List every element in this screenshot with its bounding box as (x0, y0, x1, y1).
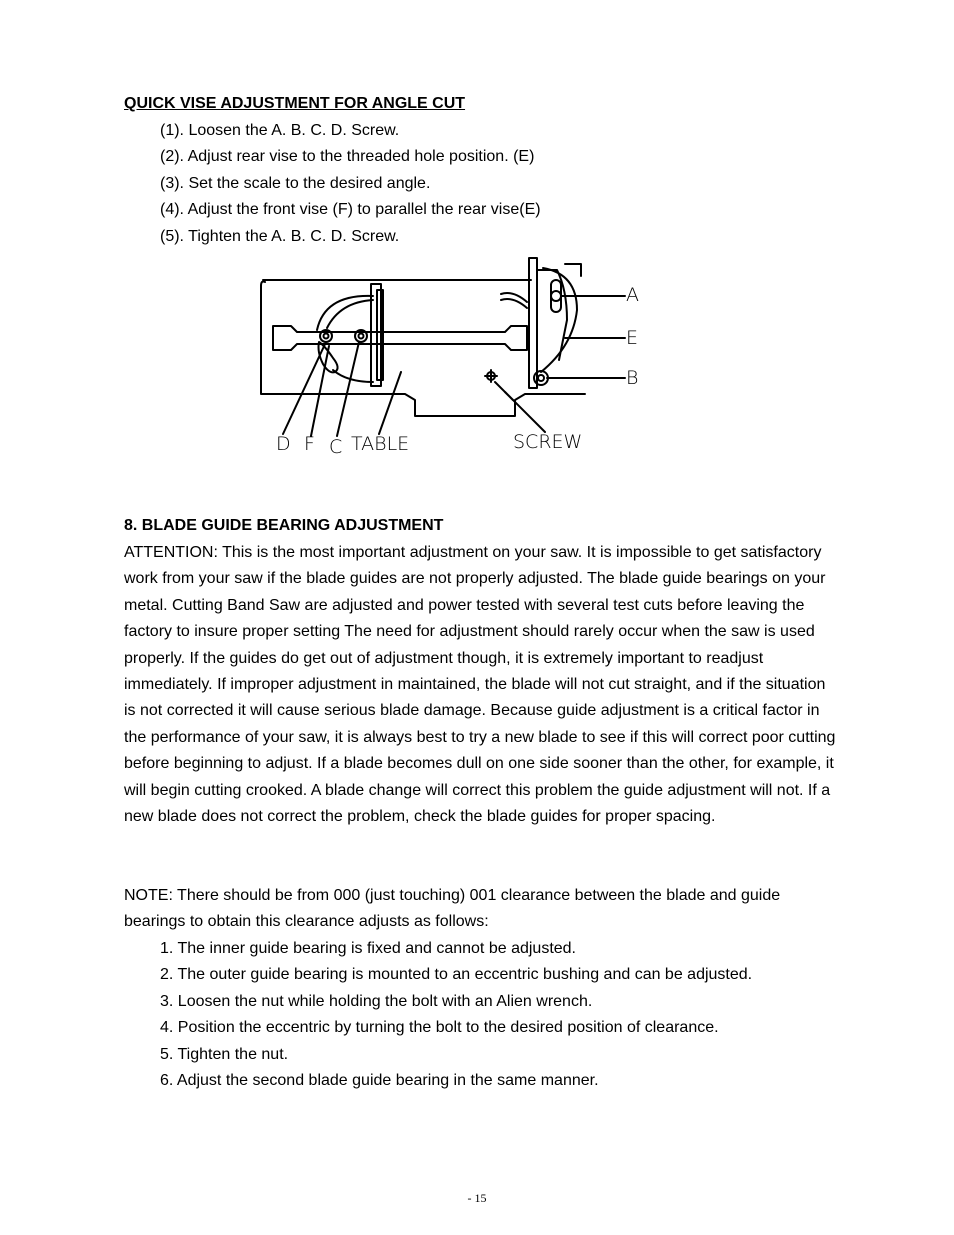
label-a: A (626, 284, 639, 306)
leader-c (337, 342, 359, 436)
label-e: E (626, 327, 639, 349)
blade-guide-steps (160, 936, 752, 1094)
label-screw: SCREW (513, 431, 583, 453)
attention-paragraph: ATTENTION: This is the most important adjustment on your saw. It is impossible to get satisfactory work from your saw if the blade guides are not properly adjusted. The blade guide bearings on your metal. Cutting Band Saw are adjusted and power tested with several test cuts before leaving the factory to insure proper setting The need for adjustment should rarely occur when the saw is used properly. If the guides do get out of adjustment though, it is extremely important to readjust immediately. If improper adjustment in maintained, the blade will not cut straight, and if the situation is not corrected it will cause serious blade damage. Because guide adjustment is a critical factor in the performance of your saw, it is always best to try a new blade to see if this will correct poor cutting before beginning to adjust. If a blade becomes dull on one side sooner than the other, for example, it will begin cutting crooked. A blade change will correct this problem the guide adjustment will not. If a new blade does not correct the problem, check the blade guides for proper spacing. (124, 544, 836, 826)
a-screw (551, 291, 561, 301)
note-paragraph: NOTE: There should be from 000 (just touching) 001 clearance between the blade and guide bearings to obtain this clearance adjusts as follows: (124, 887, 781, 931)
list-item: (1). Loosen the A. B. C. D. Screw. (160, 122, 400, 139)
list-item: 2. The outer guide bearing is mounted to an eccentric bushing and can be adjusted. (160, 966, 753, 984)
label-f: F (304, 433, 315, 455)
a-slot (551, 280, 561, 312)
page-number: - 15 (467, 1191, 487, 1205)
list-item: 4. Position the eccentric by turning the bolt to the desired position of clearance. (160, 1019, 719, 1037)
list-item: 3. Loosen the nut while holding the bolt with an Alien wrench. (160, 992, 593, 1010)
list-item: (2). Adjust rear vise to the threaded hole position. (E) (160, 148, 535, 166)
list-item: (4). Adjust the front vise (F) to parallel the rear vise(E) (160, 201, 541, 219)
label-d: D (276, 433, 291, 455)
list-item: 1. The inner guide bearing is fixed and cannot be adjusted. (160, 940, 576, 957)
front-vise-rail (273, 326, 527, 350)
label-b: B (626, 367, 639, 389)
section-heading-quick-vise: QUICK VISE ADJUSTMENT FOR ANGLE CUT (124, 95, 466, 112)
leader-d (283, 342, 326, 434)
label-c: C (329, 436, 343, 458)
leader-table (379, 372, 401, 434)
section-heading-blade-guide: 8. BLADE GUIDE BEARING ADJUSTMENT (124, 517, 444, 534)
list-item: (5). Tighten the A. B. C. D. Screw. (160, 227, 400, 245)
list-item: 5. Tighten the nut. (160, 1045, 289, 1063)
quick-vise-steps (160, 119, 541, 251)
list-item: (3). Set the scale to the desired angle. (160, 174, 431, 192)
vise-diagram (255, 250, 675, 475)
rear-vise-post (529, 258, 537, 388)
label-table: TABLE (351, 433, 410, 455)
list-item: 6. Adjust the second blade guide bearing in the same manner. (160, 1071, 599, 1089)
